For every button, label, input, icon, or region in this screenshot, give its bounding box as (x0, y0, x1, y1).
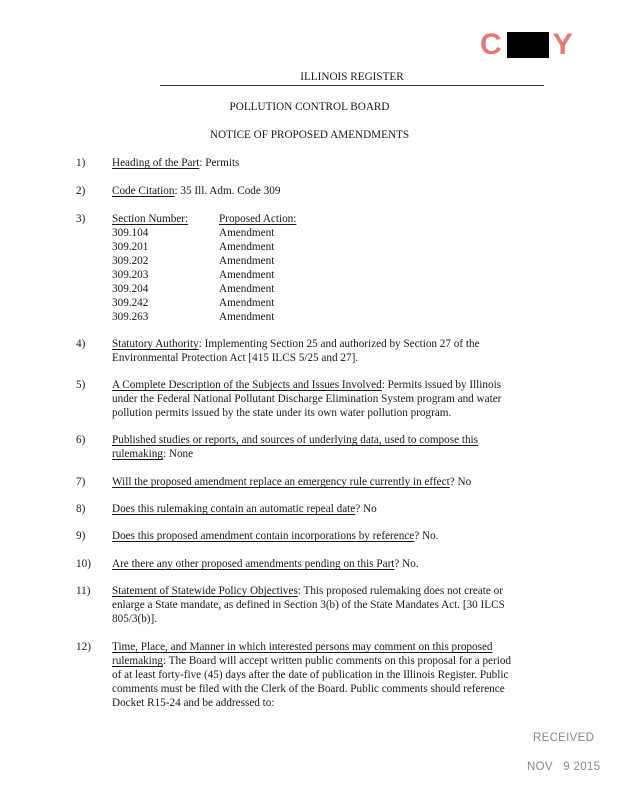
item-published-studies (112, 433, 520, 461)
section-number-column (112, 212, 188, 324)
proposed-action: Amendment (219, 269, 275, 281)
proposed-action-header: Proposed Action: (219, 213, 297, 225)
section-number: 309.104 (112, 227, 149, 239)
notice-title: NOTICE OF PROPOSED AMENDMENTS (209, 129, 410, 141)
item-number: 4) (76, 338, 86, 350)
proposed-action: Amendment (219, 255, 275, 267)
section-number: 309.242 (112, 297, 149, 309)
item-incorporations (112, 529, 520, 543)
item-number: 12) (76, 641, 91, 653)
item-text: ? No. (414, 530, 439, 542)
item-number: 11) (76, 585, 91, 597)
proposed-action: Amendment (219, 297, 275, 309)
stamp-letter-y: Y (552, 28, 574, 61)
section-number: 309.202 (112, 255, 149, 267)
item-policy-objectives (112, 584, 520, 626)
item-label: Statutory Authority (112, 338, 199, 350)
item-label: Does this proposed amendment contain incorporations by reference (112, 530, 415, 542)
copy-stamp (480, 30, 574, 60)
received-stamp-date: NOV 9 2015 (527, 761, 601, 773)
item-emergency-rule (112, 475, 520, 489)
item-text: ? No (355, 503, 377, 515)
item-code-citation (112, 184, 520, 198)
item-text: : The Board will accept written public comments on this proposal for a period of at least forty-five (45) days after the date of publication in the Illinois Register. Public comments must be filed with the Clerk of the Board. Public comments should reference Docket R15-24 and be addressed to: (112, 655, 512, 709)
received-stamp-label: RECEIVED (533, 732, 595, 744)
item-text: : None (162, 448, 194, 460)
proposed-action-column (219, 212, 296, 324)
redaction-bar (507, 32, 549, 58)
proposed-action: Amendment (219, 311, 275, 323)
section-number: 309.204 (112, 283, 149, 295)
item-number: 10) (76, 558, 91, 570)
item-text: : This proposed rulemaking does not create or enlarge a State mandate, as defined in Section 3(b) of the State Mandates Act. [30 ILCS 805/3(b)]. (112, 585, 505, 625)
section-number: 309.263 (112, 311, 149, 323)
proposed-action: Amendment (219, 227, 275, 239)
section-number: 309.201 (112, 241, 149, 253)
item-text: : Implementing Section 25 and authorized by Section 27 of the Environmental Protection Act [415 ILCS 5/25 and 27]. (112, 338, 480, 364)
item-statutory-authority (112, 337, 520, 365)
item-number: 9) (76, 530, 86, 542)
item-other-amendments (112, 557, 520, 571)
item-description (112, 378, 520, 420)
board-title: POLLUTION CONTROL BOARD (229, 101, 390, 113)
item-text: ? No. (394, 558, 419, 570)
stamp-letter-c: C (480, 28, 503, 61)
item-text: : Permits (199, 157, 240, 169)
item-number: 6) (76, 434, 86, 446)
item-number: 7) (76, 476, 86, 488)
item-repeal-date (112, 502, 520, 516)
section-number: 309.203 (112, 269, 149, 281)
item-label: Statement of Statewide Policy Objectives (112, 585, 298, 597)
item-number: 3) (76, 213, 86, 225)
item-label: Code Citation (112, 185, 175, 197)
item-label: Time, Place, and Manner in which interested persons may comment on this proposed rulemaking (112, 641, 493, 667)
item-number: 1) (76, 157, 86, 169)
proposed-action: Amendment (219, 283, 275, 295)
register-title: ILLINOIS REGISTER (300, 71, 404, 83)
item-text: : 35 Ill. Adm. Code 309 (174, 185, 281, 197)
item-label: Heading of the Part (112, 157, 200, 169)
item-heading-of-part (112, 156, 520, 170)
item-label: A Complete Description of the Subjects and Issues Involved (112, 379, 382, 391)
item-label: Will the proposed amendment replace an emergency rule currently in effect (112, 476, 450, 488)
item-label: Does this rulemaking contain an automatic repeal date (112, 503, 356, 515)
item-number: 5) (76, 379, 86, 391)
item-comment-manner (112, 640, 520, 710)
proposed-action: Amendment (219, 241, 275, 253)
item-label: Are there any other proposed amendments pending on this Part (112, 558, 395, 570)
header-divider (160, 85, 544, 86)
item-text: : Permits issued by Illinois under the Federal National Pollutant Discharge Elimination System program and water pollution permits issued by the state under its own water pollution program. (112, 379, 502, 419)
item-label: Published studies or reports, and sources of underlying data, used to compose this rulemaking (112, 434, 479, 460)
item-text: ? No (449, 476, 472, 488)
section-number-header: Section Number: (112, 213, 189, 225)
item-number: 2) (76, 185, 86, 197)
item-number: 8) (76, 503, 86, 515)
